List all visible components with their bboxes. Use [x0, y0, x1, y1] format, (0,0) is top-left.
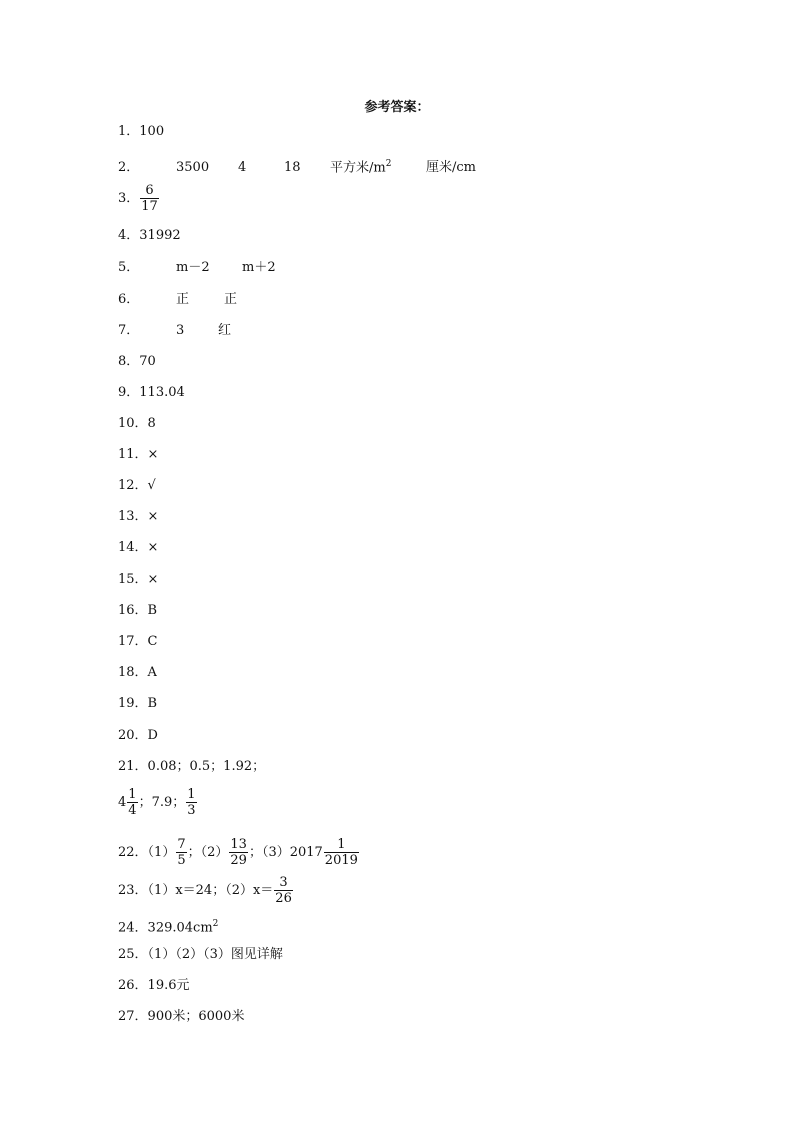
answer-number: 16．	[118, 603, 148, 618]
fraction	[186, 788, 196, 817]
answer-blank-1: 3	[176, 323, 185, 338]
denominator: 26	[275, 891, 292, 906]
answer-number: 23．	[118, 883, 148, 898]
denominator: 2019	[324, 853, 358, 868]
answer-text: D	[147, 728, 158, 743]
answer-text: C	[147, 634, 158, 649]
answer-number: 15．	[118, 572, 148, 587]
answer-text: B	[147, 603, 158, 618]
answer-blank-1: 3500	[176, 160, 210, 176]
fraction	[324, 838, 359, 867]
answer-number: 1．	[118, 124, 140, 139]
numerator: 1	[128, 787, 137, 802]
answer-12	[118, 478, 156, 494]
answer-text: 100	[139, 124, 165, 139]
denominator: 3	[187, 803, 196, 818]
answer-21-continued	[118, 788, 198, 817]
answer-number: 6．	[118, 292, 140, 307]
denominator: 4	[128, 803, 137, 818]
answer-text: B	[147, 696, 158, 711]
answer-text: ；（3）2017	[248, 845, 323, 860]
answer-text: 31992	[139, 228, 181, 243]
answer-3	[118, 184, 160, 213]
answer-text: 900米；6000米	[147, 1009, 245, 1024]
answer-13	[118, 509, 158, 525]
answer-number: 7．	[118, 323, 140, 338]
answer-15	[118, 572, 158, 588]
answer-25	[118, 947, 283, 963]
answer-text: （1）	[147, 845, 176, 860]
answer-24	[118, 916, 218, 936]
answer-number: 5．	[118, 260, 140, 275]
fraction	[140, 184, 159, 213]
unit-superscript: 2	[385, 159, 392, 169]
answer-17	[118, 634, 158, 650]
answer-blank-2: m＋2	[242, 260, 276, 275]
answer-number: 24．	[118, 920, 148, 936]
whole-number: 4	[118, 795, 127, 810]
answer-number: 14．	[118, 540, 148, 555]
answer-10	[118, 416, 156, 432]
denominator: 17	[141, 199, 158, 214]
numerator: 6	[145, 183, 154, 198]
answer-blank-5: 厘米/cm	[426, 160, 476, 176]
fraction	[176, 838, 186, 867]
answer-text: ；7.9；	[138, 795, 186, 810]
answer-text: 8	[147, 416, 156, 431]
answer-number: 9．	[118, 385, 140, 400]
answer-number: 11．	[118, 447, 148, 462]
fraction	[274, 876, 293, 905]
answer-number: 10．	[118, 416, 148, 431]
numerator: 1	[187, 787, 196, 802]
answer-number: 17．	[118, 634, 148, 649]
answer-text: ×	[147, 447, 159, 462]
answer-number: 13．	[118, 509, 148, 524]
answer-8	[118, 354, 156, 370]
answer-22	[118, 838, 360, 867]
answer-blank-1: m－2	[176, 260, 210, 275]
answer-number: 22．	[118, 845, 148, 860]
fraction	[229, 838, 248, 867]
answer-text: （1）x＝24；（2）x＝	[147, 883, 274, 898]
answer-number: 25．	[118, 947, 148, 962]
answer-text: √	[147, 478, 156, 493]
denominator: 29	[230, 853, 247, 868]
answer-text: ×	[147, 572, 159, 587]
answer-blank-1: 正	[176, 292, 190, 307]
answer-6	[118, 292, 237, 308]
answer-blank-3: 18	[284, 160, 301, 176]
answer-27	[118, 1009, 244, 1025]
answer-blank-2: 正	[224, 292, 238, 307]
answer-text: （1）（2）（3）图见详解	[147, 947, 283, 962]
answer-number: 19．	[118, 696, 148, 711]
answer-number: 18．	[118, 665, 148, 680]
answer-1	[118, 124, 164, 140]
answer-number: 3．	[118, 191, 140, 206]
answer-text: A	[147, 665, 157, 680]
answer-9	[118, 385, 185, 401]
answer-19	[118, 696, 157, 712]
answer-number: 26．	[118, 978, 148, 993]
answer-number: 4．	[118, 228, 140, 243]
unit-superscript: 2	[212, 919, 219, 929]
answer-21	[118, 759, 265, 775]
denominator: 5	[177, 853, 186, 868]
numerator: 3	[279, 875, 288, 890]
answer-number: 12．	[118, 478, 148, 493]
answer-5	[118, 260, 276, 276]
answer-text: ×	[147, 509, 159, 524]
answer-text: ；（2）	[187, 845, 229, 860]
answer-number: 8．	[118, 354, 140, 369]
answer-18	[118, 665, 157, 681]
numerator: 1	[337, 837, 346, 852]
answer-number: 20．	[118, 728, 148, 743]
answer-text: 0.08；0.5；1.92；	[147, 759, 266, 774]
unit-text: 平方米/m	[330, 160, 386, 176]
answer-14	[118, 540, 158, 556]
answer-26	[118, 978, 190, 994]
answer-text: 113.04	[139, 385, 185, 400]
answer-11	[118, 447, 158, 463]
page-title: 参考答案：	[364, 100, 430, 115]
answer-number: 2．	[118, 160, 140, 176]
answer-2	[118, 156, 476, 176]
answer-blank-2: 4	[238, 160, 247, 176]
answer-7	[118, 323, 231, 339]
fraction	[127, 788, 137, 817]
answer-20	[118, 728, 158, 744]
answer-4	[118, 228, 181, 244]
answer-blank-4	[330, 156, 426, 176]
answer-16	[118, 603, 157, 619]
answer-number: 27．	[118, 1009, 148, 1024]
answer-number: 21．	[118, 759, 148, 774]
answer-text: ×	[147, 540, 159, 555]
numerator: 7	[177, 837, 186, 852]
answer-23	[118, 876, 294, 905]
numerator: 13	[230, 837, 247, 852]
answer-text: 329.04cm	[147, 920, 213, 936]
answer-blank-2: 红	[218, 323, 232, 338]
answer-text: 19.6元	[147, 978, 190, 993]
answer-text: 70	[139, 354, 156, 369]
